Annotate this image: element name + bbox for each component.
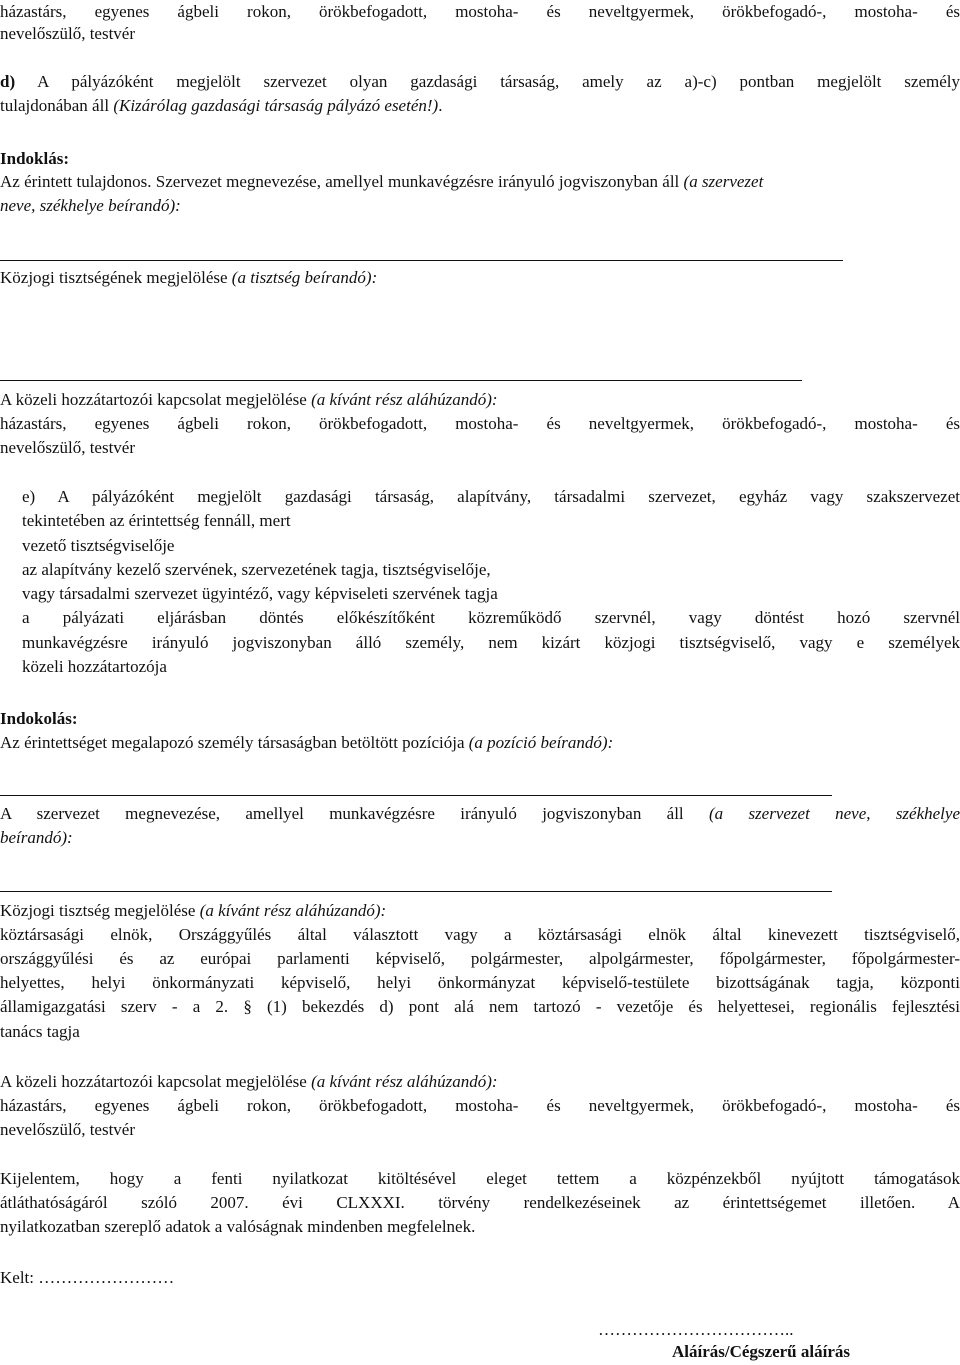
section-d-text: A pályázóként megjelölt szervezet olyan gazdasági társaság, amely az a)-c) pontban megjelölt személy xyxy=(15,72,960,91)
kapcsolat-1-options-2[interactable]: nevelőszülő, testvér xyxy=(0,438,136,457)
signature-field[interactable]: …………………………….. xyxy=(598,1320,794,1339)
declaration-line-2: átláthatóságáról szóló 2007. évi CLXXXI. törvény rendelkezéseinek az érintettségemet illetően. A xyxy=(0,1193,960,1212)
kapcsolat-2-note: (a kívánt rész aláhúzandó): xyxy=(311,1072,498,1091)
fill-line-office-1[interactable] xyxy=(0,380,802,381)
indokolas-position-label: Az érintettséget megalapozó személy társaságban betöltött pozíciója xyxy=(0,733,469,752)
date-line xyxy=(0,1266,960,1289)
section-e-option-4-line-3[interactable]: közeli hozzátartozója xyxy=(22,657,167,676)
section-d-line-1 xyxy=(0,70,960,93)
indokolas-org-note: (a szervezet neve, székhelye xyxy=(708,804,960,823)
signature-label: Aláírás/Cégszerű aláírás xyxy=(672,1342,850,1361)
section-e-option-4-line-2[interactable]: munkavégzésre irányuló jogviszonyban álló személy, nem kizárt közjogi tisztségviselő, vagy e személyek xyxy=(22,633,960,652)
kapcsolat-1-label-line xyxy=(0,388,960,411)
fill-line-organization-1[interactable] xyxy=(0,260,843,261)
kozjogi-2-options-2[interactable]: országgyűlési és az európai parlamenti képviselő, polgármester, alpolgármester, főpolgármester, főpolgármester- xyxy=(0,949,960,968)
relatives-line-1: házastárs, egyenes ágbeli rokon, örökbefogadott, mostoha- és neveltgyermek, örökbefogadó-, mostoha- és xyxy=(0,2,960,21)
section-d-end: . xyxy=(438,96,443,115)
kapcsolat-1-note: (a kívánt rész aláhúzandó): xyxy=(311,390,498,409)
kozjogi-tisztseg-line xyxy=(0,266,960,289)
kozjogi-2-options-1[interactable]: köztársasági elnök, Országgyűlés által választott vagy a köztársasági elnök által kinevezett tisztségviselő, xyxy=(0,925,960,944)
kapcsolat-1-label: A közeli hozzátartozói kapcsolat megjelölése xyxy=(0,390,312,409)
kozjogi-note: (a tisztség beírandó): xyxy=(231,268,378,287)
date-label: Kelt: xyxy=(0,1268,34,1287)
relatives-line-2: nevelőszülő, testvér xyxy=(0,24,136,43)
section-e-line-2: tekintetében az érintettség fennáll, mert xyxy=(22,511,291,530)
kapcsolat-2-label: A közeli hozzátartozói kapcsolat megjelölése xyxy=(0,1072,312,1091)
date-field[interactable]: …………………… xyxy=(38,1268,175,1287)
indoklas-heading: Indoklás: xyxy=(0,149,69,168)
kozjogi-2-label: Közjogi tisztség megjelölése xyxy=(0,901,200,920)
indokolas-org-line-1 xyxy=(0,802,960,825)
kozjogi-2-options-4[interactable]: államigazgatási szerv - a 2. § (1) bekezdés d) pont alá nem tartozó - vezetője és helyettesei, regionális fejlesztési xyxy=(0,997,960,1016)
section-e-line-1: e) A pályázóként megjelölt gazdasági társaság, alapítvány, társadalmi szervezet, egyház vagy szakszervezet xyxy=(22,487,960,506)
kozjogi-2-options-5[interactable]: tanács tagja xyxy=(0,1022,80,1041)
kozjogi-2-label-line xyxy=(0,899,960,922)
indoklas-note: (a szervezet xyxy=(683,172,764,191)
declaration-line-3: nyilatkozatban szereplő adatok a valóságnak mindenben megfelelnek. xyxy=(0,1217,476,1236)
fill-line-organization-2[interactable] xyxy=(0,891,832,892)
indoklas-text: Az érintett tulajdonos. Szervezet megnevezése, amellyel munkavégzésre irányuló jogviszonyban áll xyxy=(0,172,684,191)
declaration-line-1: Kijelentem, hogy a fenti nyilatkozat kitöltésével eleget tettem a közpénzekből nyújtott támogatások xyxy=(0,1169,960,1188)
kapcsolat-2-label-line xyxy=(0,1070,960,1093)
kozjogi-2-note: (a kívánt rész aláhúzandó): xyxy=(199,901,387,920)
kapcsolat-1-options-1[interactable]: házastárs, egyenes ágbeli rokon, örökbefogadott, mostoha- és neveltgyermek, örökbefogadó-, mostoha- és xyxy=(0,414,960,433)
indokolas-position-note: (a pozíció beírandó): xyxy=(468,733,614,752)
indokolas-line-1 xyxy=(0,731,960,754)
section-d-line-2 xyxy=(0,94,960,117)
kapcsolat-2-options-1[interactable]: házastárs, egyenes ágbeli rokon, örökbefogadott, mostoha- és neveltgyermek, örökbefogadó-, mostoha- és xyxy=(0,1096,960,1115)
indokolas-org-line-2: beírandó): xyxy=(0,828,73,847)
indokolas-org-label: A szervezet megnevezése, amellyel munkavégzésre irányuló jogviszonyban áll xyxy=(0,804,709,823)
indoklas-line-1 xyxy=(0,170,960,193)
section-d-line-2-text: tulajdonában áll xyxy=(0,96,114,115)
kozjogi-2-options-3[interactable]: helyettes, helyi önkormányzati képviselő, helyi önkormányzat képviselő-testülete bizottságának tagja, központi xyxy=(0,973,960,992)
indokolas-heading: Indokolás: xyxy=(0,709,78,728)
section-e-option-1[interactable]: vezető tisztségviselője xyxy=(22,536,175,555)
section-d-note: (Kizárólag gazdasági társaság pályázó esetén!) xyxy=(113,96,439,115)
section-e-option-3[interactable]: vagy társadalmi szervezet ügyintéző, vagy képviseleti szervének tagja xyxy=(22,584,498,603)
section-e-option-4-line-1[interactable]: a pályázati eljárásban döntés előkészítőként közreműködő szervnél, vagy döntést hozó szervnél xyxy=(22,608,960,627)
kapcsolat-2-options-2[interactable]: nevelőszülő, testvér xyxy=(0,1120,136,1139)
fill-line-position[interactable] xyxy=(0,795,832,796)
section-d-letter: d) xyxy=(0,72,16,91)
section-e-option-2[interactable]: az alapítvány kezelő szervének, szervezetének tagja, tisztségviselője, xyxy=(22,560,491,579)
indoklas-line-2: neve, székhelye beírandó): xyxy=(0,196,181,215)
kozjogi-label: Közjogi tisztségének megjelölése xyxy=(0,268,232,287)
